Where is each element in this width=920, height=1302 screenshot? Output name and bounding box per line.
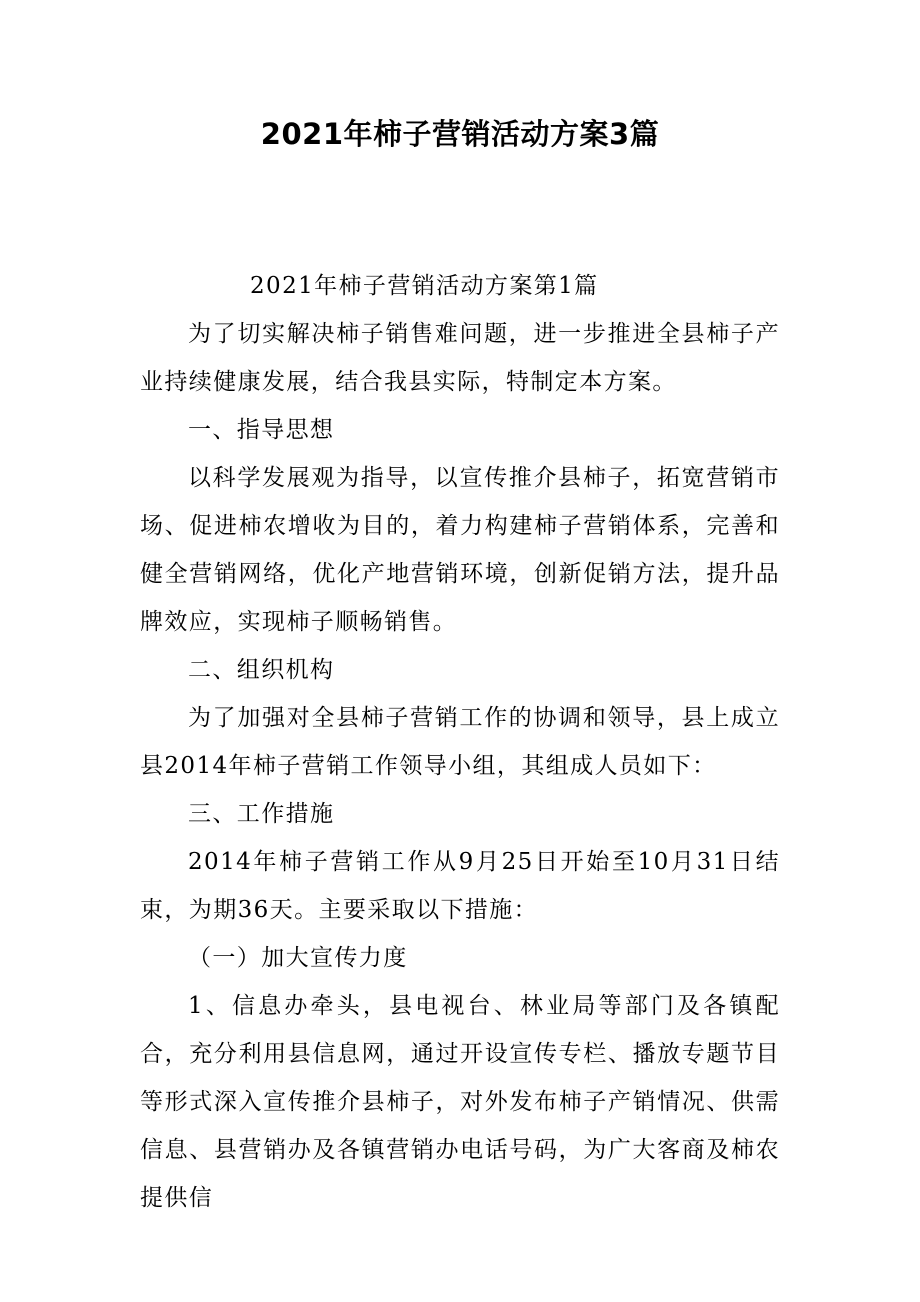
paragraph: 2014年柿子营销工作从9月25日开始至10月31日结束，为期36天。主要采取以下措施： xyxy=(140,849,780,923)
paragraph: 以科学发展观为指导，以宣传推介县柿子，拓宽营销市场、促进柿农增收为目的，着力构建柿子营销体系，完善和健全营销网络，优化产地营销环境，创新促销方法，提升品牌效应，实现柿子顺畅销售。 xyxy=(140,465,780,635)
section-heading: 三、工作措施 xyxy=(188,801,335,827)
paragraph: 为了切实解决柿子销售难问题，进一步推进全县柿子产业持续健康发展，结合我县实际，特制定本方案。 xyxy=(140,321,780,395)
section-heading: 一、指导思想 xyxy=(188,417,335,443)
paragraph: 为了加强对全县柿子营销工作的协调和领导，县上成立县2014年柿子营销工作领导小组，其组成人员如下： xyxy=(140,705,780,779)
section-heading: 二、组织机构 xyxy=(188,657,335,683)
document-body xyxy=(140,262,780,1222)
sub-heading: （一）加大宣传力度 xyxy=(188,945,408,971)
paragraph: 1、信息办牵头，县电视台、林业局等部门及各镇配合，充分利用县信息网，通过开设宣传专栏、播放专题节目等形式深入宣传推介县柿子，对外发布柿子产销情况、供需信息、县营销办及各镇营销办电话号码，为广大客商及柿农提供信 xyxy=(140,993,780,1211)
document-title: 2021年柿子营销活动方案3篇 xyxy=(260,117,660,151)
section-title: 2021年柿子营销活动方案第1篇 xyxy=(250,273,599,299)
